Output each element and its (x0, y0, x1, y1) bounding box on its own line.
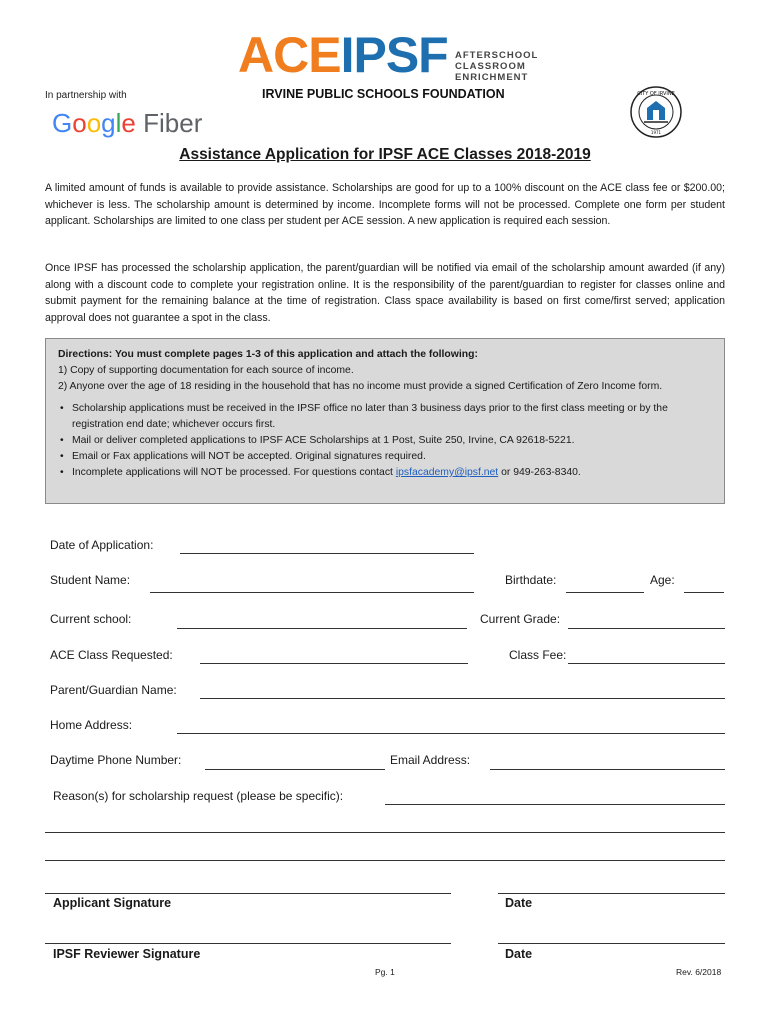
reasons-label: Reason(s) for scholarship request (please be specific): (53, 789, 344, 803)
page-number: Pg. 1 (375, 967, 395, 977)
list-item (58, 465, 714, 481)
directions-box (45, 338, 725, 504)
city-seal-icon (630, 86, 682, 138)
process-paragraph: Once IPSF has processed the scholarship application, the parent/guardian will be notified via email of the scholarship amount awarded (if any) along with a discount code to complete your registration online. It is the responsibility of the parent/guardian to register for classes online and submit payment for the remaining balance at the time of registration. Class space availability is based on first come/first served; application approval does not guarantee a spot in the class. (45, 262, 725, 324)
date-of-application-field[interactable] (180, 553, 474, 554)
revision-label: Rev. 6/2018 (676, 967, 722, 977)
home-address-field[interactable] (177, 733, 725, 734)
class-fee-field[interactable] (568, 663, 725, 664)
page-title: Assistance Application for IPSF ACE Classes 2018-2019 (179, 146, 591, 163)
daytime-phone-field[interactable] (205, 769, 385, 770)
numbered-list (58, 363, 714, 395)
tagline-line-2: CLASSROOM (455, 61, 526, 72)
reviewer-signature-field[interactable] (45, 943, 451, 944)
bullet-text-tail: or 949-263-8340. (498, 467, 581, 478)
tagline-line-3: ENRICHMENT (455, 72, 529, 83)
ace-tagline (455, 50, 538, 83)
parent-guardian-name-field[interactable] (200, 698, 725, 699)
ipsf-wordmark: IPSF (340, 27, 448, 83)
list-item: 1) Copy of supporting documentation for each source of income. (58, 365, 354, 376)
list-item: • Email or Fax applications will NOT be accepted. Original signatures required. (58, 449, 714, 465)
current-school-label: Current school: (50, 612, 132, 626)
tagline-line-1: AFTERSCHOOL (455, 50, 539, 61)
list-item: • Mail or deliver completed applications to IPSF ACE Scholarships at 1 Post, Suite 250, Irvine, CA 92618-5221. (58, 433, 714, 449)
reasons-field-line-1[interactable] (385, 804, 725, 805)
list-item: 2) Anyone over the age of 18 residing in the household that has no income must provide a signed Certification of Zero Income form. (58, 381, 663, 392)
applicant-signature-label: Applicant Signature (53, 896, 172, 910)
list-item: • Scholarship applications must be received in the IPSF office no later than 3 business days prior to the first class meeting or by the registration end date; whichever occurs first. (58, 401, 714, 433)
birthdate-label: Birthdate: (505, 573, 557, 587)
reviewer-signature-label: IPSF Reviewer Signature (53, 947, 201, 961)
reviewer-date-field[interactable] (498, 943, 725, 944)
reasons-field-line-3[interactable] (45, 860, 725, 861)
directions-heading: Directions: You must complete pages 1-3 of this application and attach the following: (58, 349, 478, 360)
email-address-field[interactable] (490, 769, 725, 770)
bullet-text: Incomplete applications will NOT be processed. For questions contact (72, 467, 396, 478)
ace-ipsf-logo (238, 28, 448, 82)
current-grade-field[interactable] (568, 628, 725, 629)
ace-class-requested-field[interactable] (200, 663, 468, 664)
parent-guardian-name-label: Parent/Guardian Name: (50, 683, 177, 697)
reasons-field-line-2[interactable] (45, 832, 725, 833)
fiber-wordmark: Fiber (143, 108, 203, 138)
intro-paragraph: A limited amount of funds is available to provide assistance. Scholarships are good for up to a 100% discount on the ACE class fee or $200.00; whichever is less. The scholarship amount is determined by income. Incomplete forms will not be processed. Complete one form per student applicant. Scholarships are limited to one class per student per ACE session. A new application is required each session. (45, 182, 725, 227)
applicant-date-label: Date (505, 896, 533, 910)
svg-text:1971: 1971 (650, 130, 662, 135)
student-name-label: Student Name: (50, 573, 131, 587)
student-name-field[interactable] (150, 592, 474, 593)
current-grade-label: Current Grade: (480, 612, 561, 626)
email-address-label: Email Address: (390, 753, 471, 767)
birthdate-field[interactable] (566, 592, 644, 593)
current-school-field[interactable] (177, 628, 467, 629)
google-fiber-logo (52, 108, 202, 139)
age-field[interactable] (684, 592, 724, 593)
partnership-text: In partnership with (45, 90, 127, 101)
foundation-name: IRVINE PUBLIC SCHOOLS FOUNDATION (262, 87, 505, 101)
google-wordmark: Google (52, 108, 136, 138)
applicant-date-field[interactable] (498, 893, 725, 894)
class-fee-label: Class Fee: (509, 648, 567, 662)
svg-text:CITY OF IRVINE: CITY OF IRVINE (637, 91, 675, 97)
applicant-signature-field[interactable] (45, 893, 451, 894)
reviewer-date-label: Date (505, 947, 533, 961)
ace-wordmark: ACE (238, 27, 341, 83)
bullet-list (58, 401, 714, 481)
date-of-application-label: Date of Application: (50, 538, 154, 552)
ace-class-requested-label: ACE Class Requested: (50, 648, 173, 662)
age-label: Age: (650, 573, 675, 587)
daytime-phone-label: Daytime Phone Number: (50, 753, 182, 767)
contact-email-link[interactable]: ipsfacademy@ipsf.net (395, 467, 499, 478)
home-address-label: Home Address: (50, 718, 133, 732)
